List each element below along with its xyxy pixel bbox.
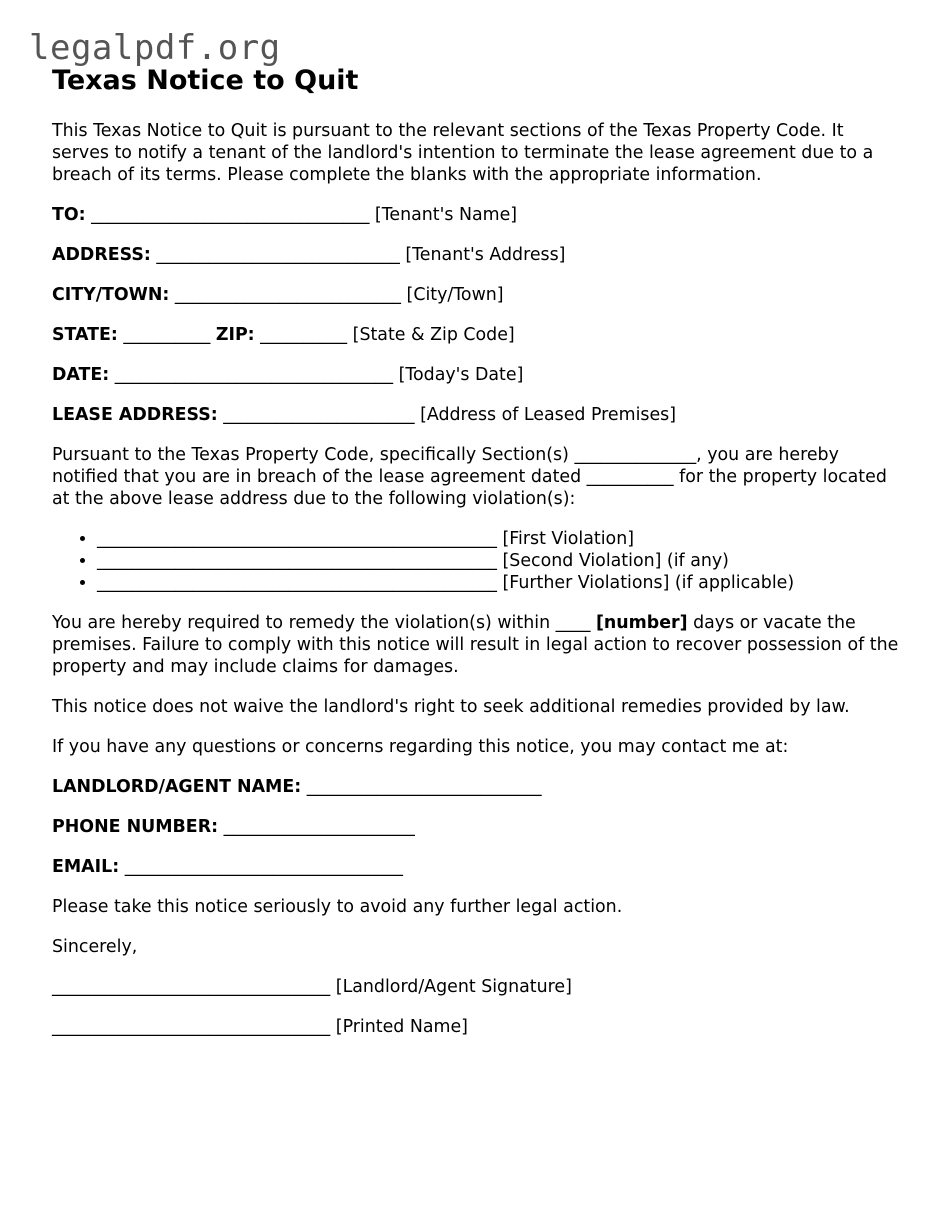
phone-blank[interactable]: ______________________: [223, 817, 415, 837]
phone-label: PHONE NUMBER:: [52, 817, 219, 837]
landlord-name-label: LANDLORD/AGENT NAME:: [52, 777, 302, 797]
address-hint: [Tenant's Address]: [405, 245, 566, 265]
waiver-paragraph: This notice does not waive the landlord's right to seek additional remedies provided by law.: [52, 697, 850, 717]
phone-field: [52, 816, 902, 838]
pursuant-text-2: , you are hereby notified that you are in breach of the lease agreement dated: [52, 445, 839, 487]
pursuant-text-1: Pursuant to the Texas Property Code, specifically Section(s): [52, 445, 569, 465]
violations-list: [52, 528, 902, 594]
remedy-text-2: days or vacate the premises. Failure to comply with this notice will result in legal action to recover possession of the property and may include claims for damages.: [52, 613, 899, 677]
intro-paragraph: This Texas Notice to Quit is pursuant to the relevant sections of the Texas Property Code. It serves to notify a tenant of the landlord's intention to terminate the lease agreement due to a breach of its terms. Please complete the blanks with the appropriate information.: [52, 121, 874, 185]
address-label: ADDRESS:: [52, 245, 151, 265]
pursuant-text-3: for the property located at the above lease address due to the following violation(s):: [52, 467, 887, 509]
remedy-paragraph: [52, 612, 902, 678]
landlord-name-field: [52, 776, 902, 798]
date-field: [52, 364, 902, 386]
lease-date-blank[interactable]: __________: [586, 467, 674, 487]
email-label: EMAIL:: [52, 857, 120, 877]
lease-address-hint: [Address of Leased Premises]: [420, 405, 677, 425]
signature-line: [52, 976, 902, 998]
watermark-logo: legalpdf.org: [29, 28, 281, 68]
address-blank[interactable]: ____________________________: [156, 245, 400, 265]
email-field: [52, 856, 902, 878]
signature-blank[interactable]: ________________________________: [52, 977, 331, 997]
days-number-hint: [number]: [595, 613, 688, 633]
violation-hint: [Further Violations] (if applicable): [502, 573, 795, 593]
date-blank[interactable]: ________________________________: [114, 365, 394, 385]
violation-blank[interactable]: ______________________________________________: [97, 551, 497, 571]
state-blank[interactable]: __________: [123, 325, 211, 345]
lease-address-blank[interactable]: ______________________: [223, 405, 415, 425]
city-field: [52, 284, 902, 306]
to-blank[interactable]: ________________________________: [91, 205, 370, 225]
printed-name-line: [52, 1016, 902, 1038]
closing-note: Please take this notice seriously to avoid any further legal action.: [52, 897, 623, 917]
violation-hint: [First Violation]: [502, 529, 634, 549]
to-label: TO:: [52, 205, 86, 225]
date-hint: [Today's Date]: [398, 365, 524, 385]
list-item: [97, 572, 902, 594]
state-zip-hint: [State & Zip Code]: [352, 325, 515, 345]
section-blank[interactable]: ______________: [574, 445, 697, 465]
date-label: DATE:: [52, 365, 110, 385]
zip-label: ZIP:: [215, 325, 255, 345]
city-hint: [City/Town]: [406, 285, 504, 305]
contact-intro: If you have any questions or concerns regarding this notice, you may contact me at:: [52, 737, 789, 757]
violation-hint: [Second Violation] (if any): [502, 551, 729, 571]
to-hint: [Tenant's Name]: [374, 205, 518, 225]
address-field: [52, 244, 902, 266]
landlord-name-blank[interactable]: ___________________________: [306, 777, 542, 797]
city-label: CITY/TOWN:: [52, 285, 170, 305]
list-item: [97, 528, 902, 550]
sincerely-text: Sincerely,: [52, 937, 138, 957]
document-page: [52, 63, 902, 1038]
page-title: Texas Notice to Quit: [52, 65, 359, 96]
state-zip-field: [52, 324, 902, 346]
to-field: [52, 204, 902, 226]
days-blank[interactable]: ____: [555, 613, 591, 633]
violation-blank[interactable]: ______________________________________________: [97, 529, 497, 549]
pursuant-paragraph: [52, 444, 902, 510]
state-label: STATE:: [52, 325, 118, 345]
lease-address-label: LEASE ADDRESS:: [52, 405, 218, 425]
violation-blank[interactable]: ______________________________________________: [97, 573, 497, 593]
printed-name-hint: [Printed Name]: [335, 1017, 468, 1037]
list-item: [97, 550, 902, 572]
printed-name-blank[interactable]: ________________________________: [52, 1017, 331, 1037]
zip-blank[interactable]: __________: [260, 325, 348, 345]
lease-address-field: [52, 404, 902, 426]
signature-hint: [Landlord/Agent Signature]: [335, 977, 572, 997]
city-blank[interactable]: __________________________: [174, 285, 401, 305]
remedy-text-1: You are hereby required to remedy the violation(s) within: [52, 613, 551, 633]
email-blank[interactable]: ________________________________: [124, 857, 403, 877]
